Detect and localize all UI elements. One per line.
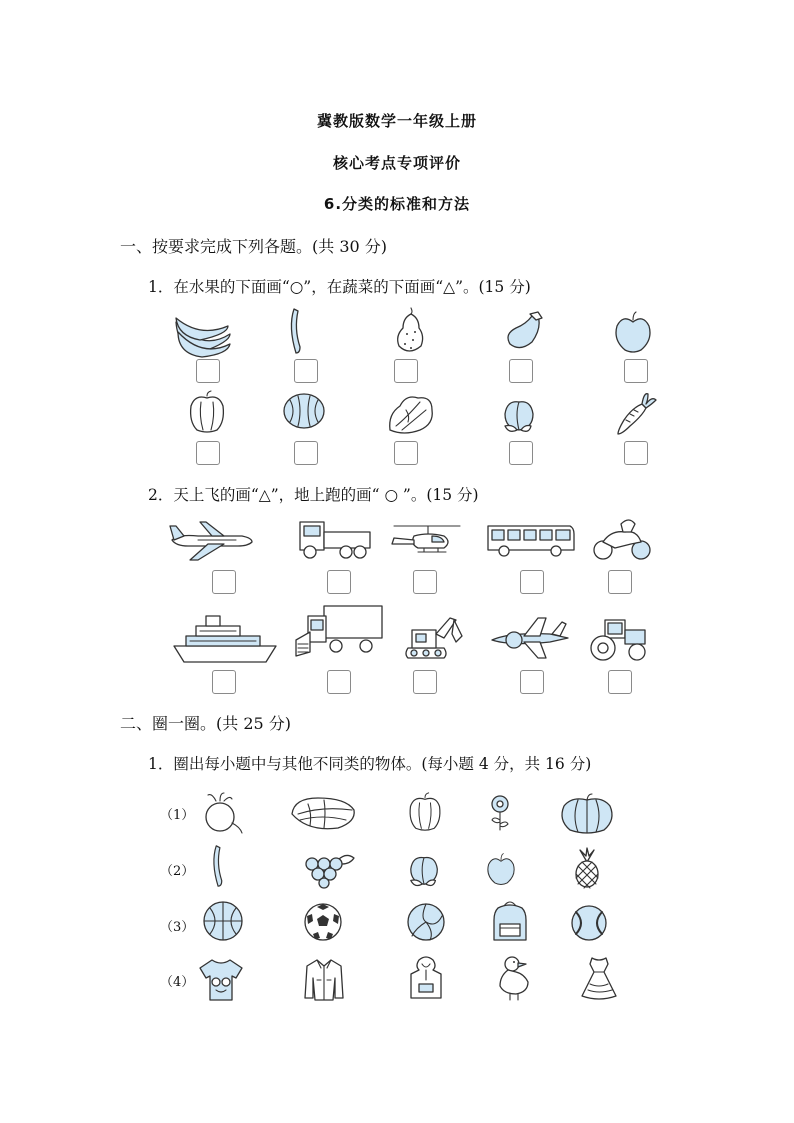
truck-icon <box>296 514 372 560</box>
row-label-3: （3） <box>160 920 195 935</box>
answer-box-1-10[interactable] <box>624 441 648 465</box>
apple-icon <box>613 310 653 354</box>
excavator-icon <box>404 612 466 660</box>
answer-box-1-8[interactable] <box>394 441 418 465</box>
row-label-1: （1） <box>160 808 195 823</box>
answer-box-2-8[interactable] <box>413 670 437 694</box>
airplane-icon <box>168 514 254 562</box>
eggplant-icon <box>502 308 546 352</box>
hoodie-icon <box>407 956 445 1002</box>
ship-icon <box>170 612 280 666</box>
page-title: 冀教版数学一年级上册 <box>316 112 477 130</box>
answer-box-2-1[interactable] <box>212 570 236 594</box>
row-label-2: （2） <box>160 864 195 879</box>
pear-icon <box>393 306 427 354</box>
snowplow-truck-icon <box>294 600 386 658</box>
answer-box-2-9[interactable] <box>520 670 544 694</box>
answer-box-2-6[interactable] <box>212 670 236 694</box>
bus-icon <box>486 520 576 558</box>
question-1-1-prompt: 1．在水果的下面画“○”，在蔬菜的下面画“△”。(15 分) <box>148 278 531 296</box>
question-2-1-prompt: 1．圈出每小题中与其他不同类的物体。(每小题 4 分，共 16 分) <box>148 755 592 773</box>
chinese-cabbage-icon <box>288 792 358 832</box>
question-1-2-prompt: 2．天上飞的画“△”，地上跑的画“ ○ ”。(15 分) <box>148 486 479 504</box>
basketball-icon <box>202 900 244 942</box>
answer-box-1-5[interactable] <box>624 359 648 383</box>
section-1-heading: 一、按要求完成下列各题。(共 30 分) <box>120 237 388 256</box>
answer-box-2-5[interactable] <box>608 570 632 594</box>
tshirt-icon <box>198 956 244 1002</box>
watermelon-icon <box>282 392 326 430</box>
duck-icon <box>496 954 532 1002</box>
helicopter-icon <box>388 522 468 558</box>
row-label-4: （4） <box>160 975 195 990</box>
cabbage-icon <box>386 390 436 436</box>
answer-box-2-4[interactable] <box>520 570 544 594</box>
bell-pepper-icon <box>187 390 227 434</box>
answer-box-1-4[interactable] <box>509 359 533 383</box>
answer-box-2-3[interactable] <box>413 570 437 594</box>
jacket-icon <box>303 956 345 1002</box>
carrot-icon <box>614 390 658 436</box>
answer-box-1-7[interactable] <box>294 441 318 465</box>
tennis-ball-icon <box>570 904 608 942</box>
motorcycle-icon <box>591 514 653 562</box>
bell-pepper-icon <box>406 792 444 832</box>
pineapple-icon <box>572 848 602 888</box>
pumpkin-icon <box>558 792 616 834</box>
grapes-icon <box>302 852 356 888</box>
answer-box-1-3[interactable] <box>394 359 418 383</box>
long-bean-icon <box>286 307 308 355</box>
dress-icon <box>578 954 620 1002</box>
tractor-icon <box>585 612 649 662</box>
apple-icon <box>485 852 517 886</box>
section-2-heading: 二、圈一圈。(共 25 分) <box>120 714 292 733</box>
volleyball-icon <box>406 902 446 942</box>
page-subtitle: 核心考点专项评价 <box>332 154 461 172</box>
banana-icon <box>172 312 234 358</box>
soccer-ball-icon <box>303 902 343 942</box>
flower-icon <box>488 794 512 832</box>
answer-box-2-10[interactable] <box>608 670 632 694</box>
peach-icon <box>405 852 445 888</box>
answer-box-1-1[interactable] <box>196 359 220 383</box>
backpack-icon <box>492 898 528 944</box>
answer-box-1-6[interactable] <box>196 441 220 465</box>
lesson-title: 6.分类的标准和方法 <box>323 195 471 213</box>
fighter-jet-icon <box>490 614 572 660</box>
answer-box-1-9[interactable] <box>509 441 533 465</box>
long-bean-icon <box>208 844 230 888</box>
peach-icon <box>499 396 541 434</box>
answer-box-2-7[interactable] <box>327 670 351 694</box>
radish-icon <box>202 791 244 835</box>
answer-box-1-2[interactable] <box>294 359 318 383</box>
answer-box-2-2[interactable] <box>327 570 351 594</box>
